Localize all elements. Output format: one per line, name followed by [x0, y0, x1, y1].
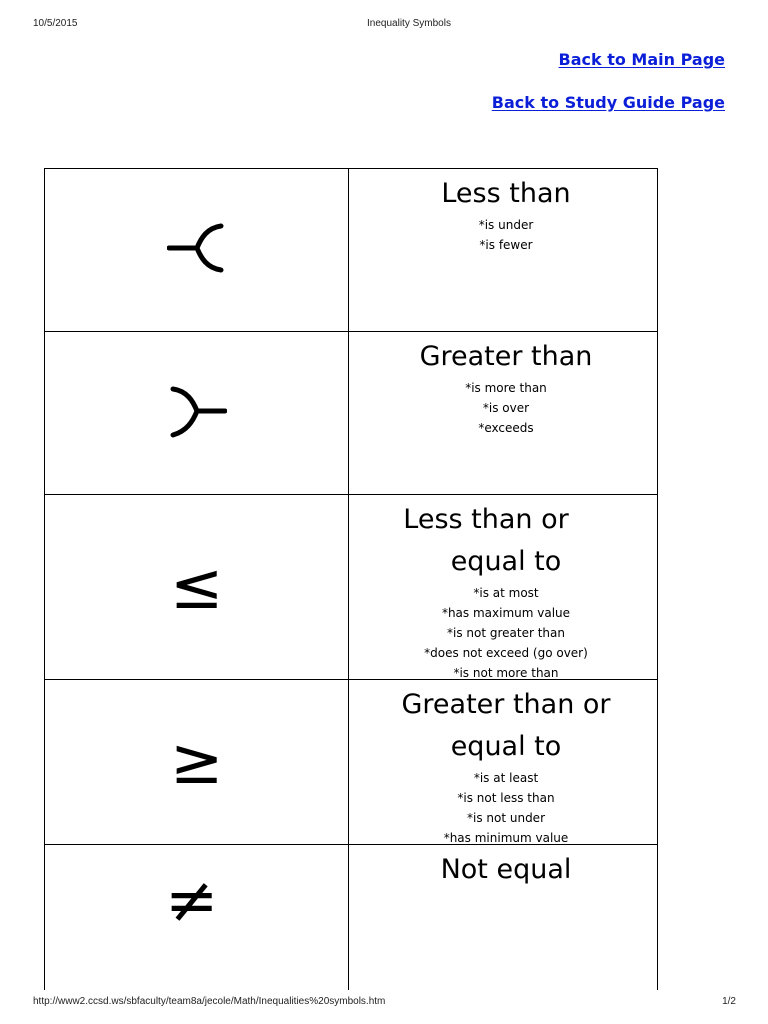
print-footer	[0, 996, 768, 1010]
table-row	[45, 169, 657, 332]
print-date: 10/5/2015	[33, 18, 78, 29]
term-label: Greater than or	[401, 689, 611, 720]
symbol-cell	[45, 169, 349, 331]
symbol-cell	[45, 680, 349, 844]
symbol-cell	[45, 332, 349, 494]
less-than-curved-icon	[167, 220, 227, 280]
phrase: *is under	[478, 218, 534, 232]
page-url: http://www2.ccsd.ws/sbfaculty/team8a/jecole/Math/Inequalities%20symbols.htm	[33, 996, 386, 1007]
table-row	[45, 495, 657, 680]
term-label: Greater than	[419, 341, 593, 372]
print-header	[0, 18, 768, 32]
back-to-study-guide-link[interactable]: Back to Study Guide Page	[491, 93, 725, 112]
greater-than-curved-icon	[167, 383, 227, 443]
phrase: *is more than	[465, 381, 547, 395]
term-label: equal to	[450, 546, 562, 577]
description-cell	[349, 680, 657, 844]
phrase: *does not exceed (go over)	[424, 646, 588, 660]
term-label: Less than or	[403, 504, 569, 535]
phrase: *is at most	[473, 586, 539, 600]
less-than-or-equal-icon: ≤	[169, 550, 224, 624]
phrase: *is at least	[473, 771, 539, 785]
description-cell	[349, 845, 657, 990]
phrase: *is not greater than	[447, 626, 565, 640]
symbol-cell	[45, 495, 349, 679]
term-label: Less than	[441, 178, 571, 209]
symbol-cell	[45, 845, 349, 990]
table-row	[45, 845, 657, 990]
print-title: Inequality Symbols	[367, 18, 451, 29]
description-cell	[349, 332, 657, 494]
greater-than-or-equal-icon: ≥	[169, 725, 224, 799]
phrase: *has minimum value	[443, 831, 569, 845]
description-cell	[349, 169, 657, 331]
page-number: 1/2	[722, 996, 736, 1007]
description-cell	[349, 495, 657, 679]
phrase: *has maximum value	[441, 606, 571, 620]
inequality-symbols-table	[44, 168, 658, 990]
phrase: *is fewer	[479, 238, 533, 252]
phrase: *is over	[482, 401, 530, 415]
table-row	[45, 332, 657, 495]
back-to-main-page-link[interactable]: Back to Main Page	[558, 50, 725, 69]
phrase: *is not less than	[457, 791, 555, 805]
phrase: *is not more than	[453, 666, 559, 680]
table-row	[45, 680, 657, 845]
term-label: Not equal	[440, 854, 572, 885]
phrase: *exceeds	[478, 421, 534, 435]
not-equal-icon: ≠	[164, 864, 219, 938]
term-label: equal to	[450, 731, 562, 762]
phrase: *is not under	[466, 811, 545, 825]
